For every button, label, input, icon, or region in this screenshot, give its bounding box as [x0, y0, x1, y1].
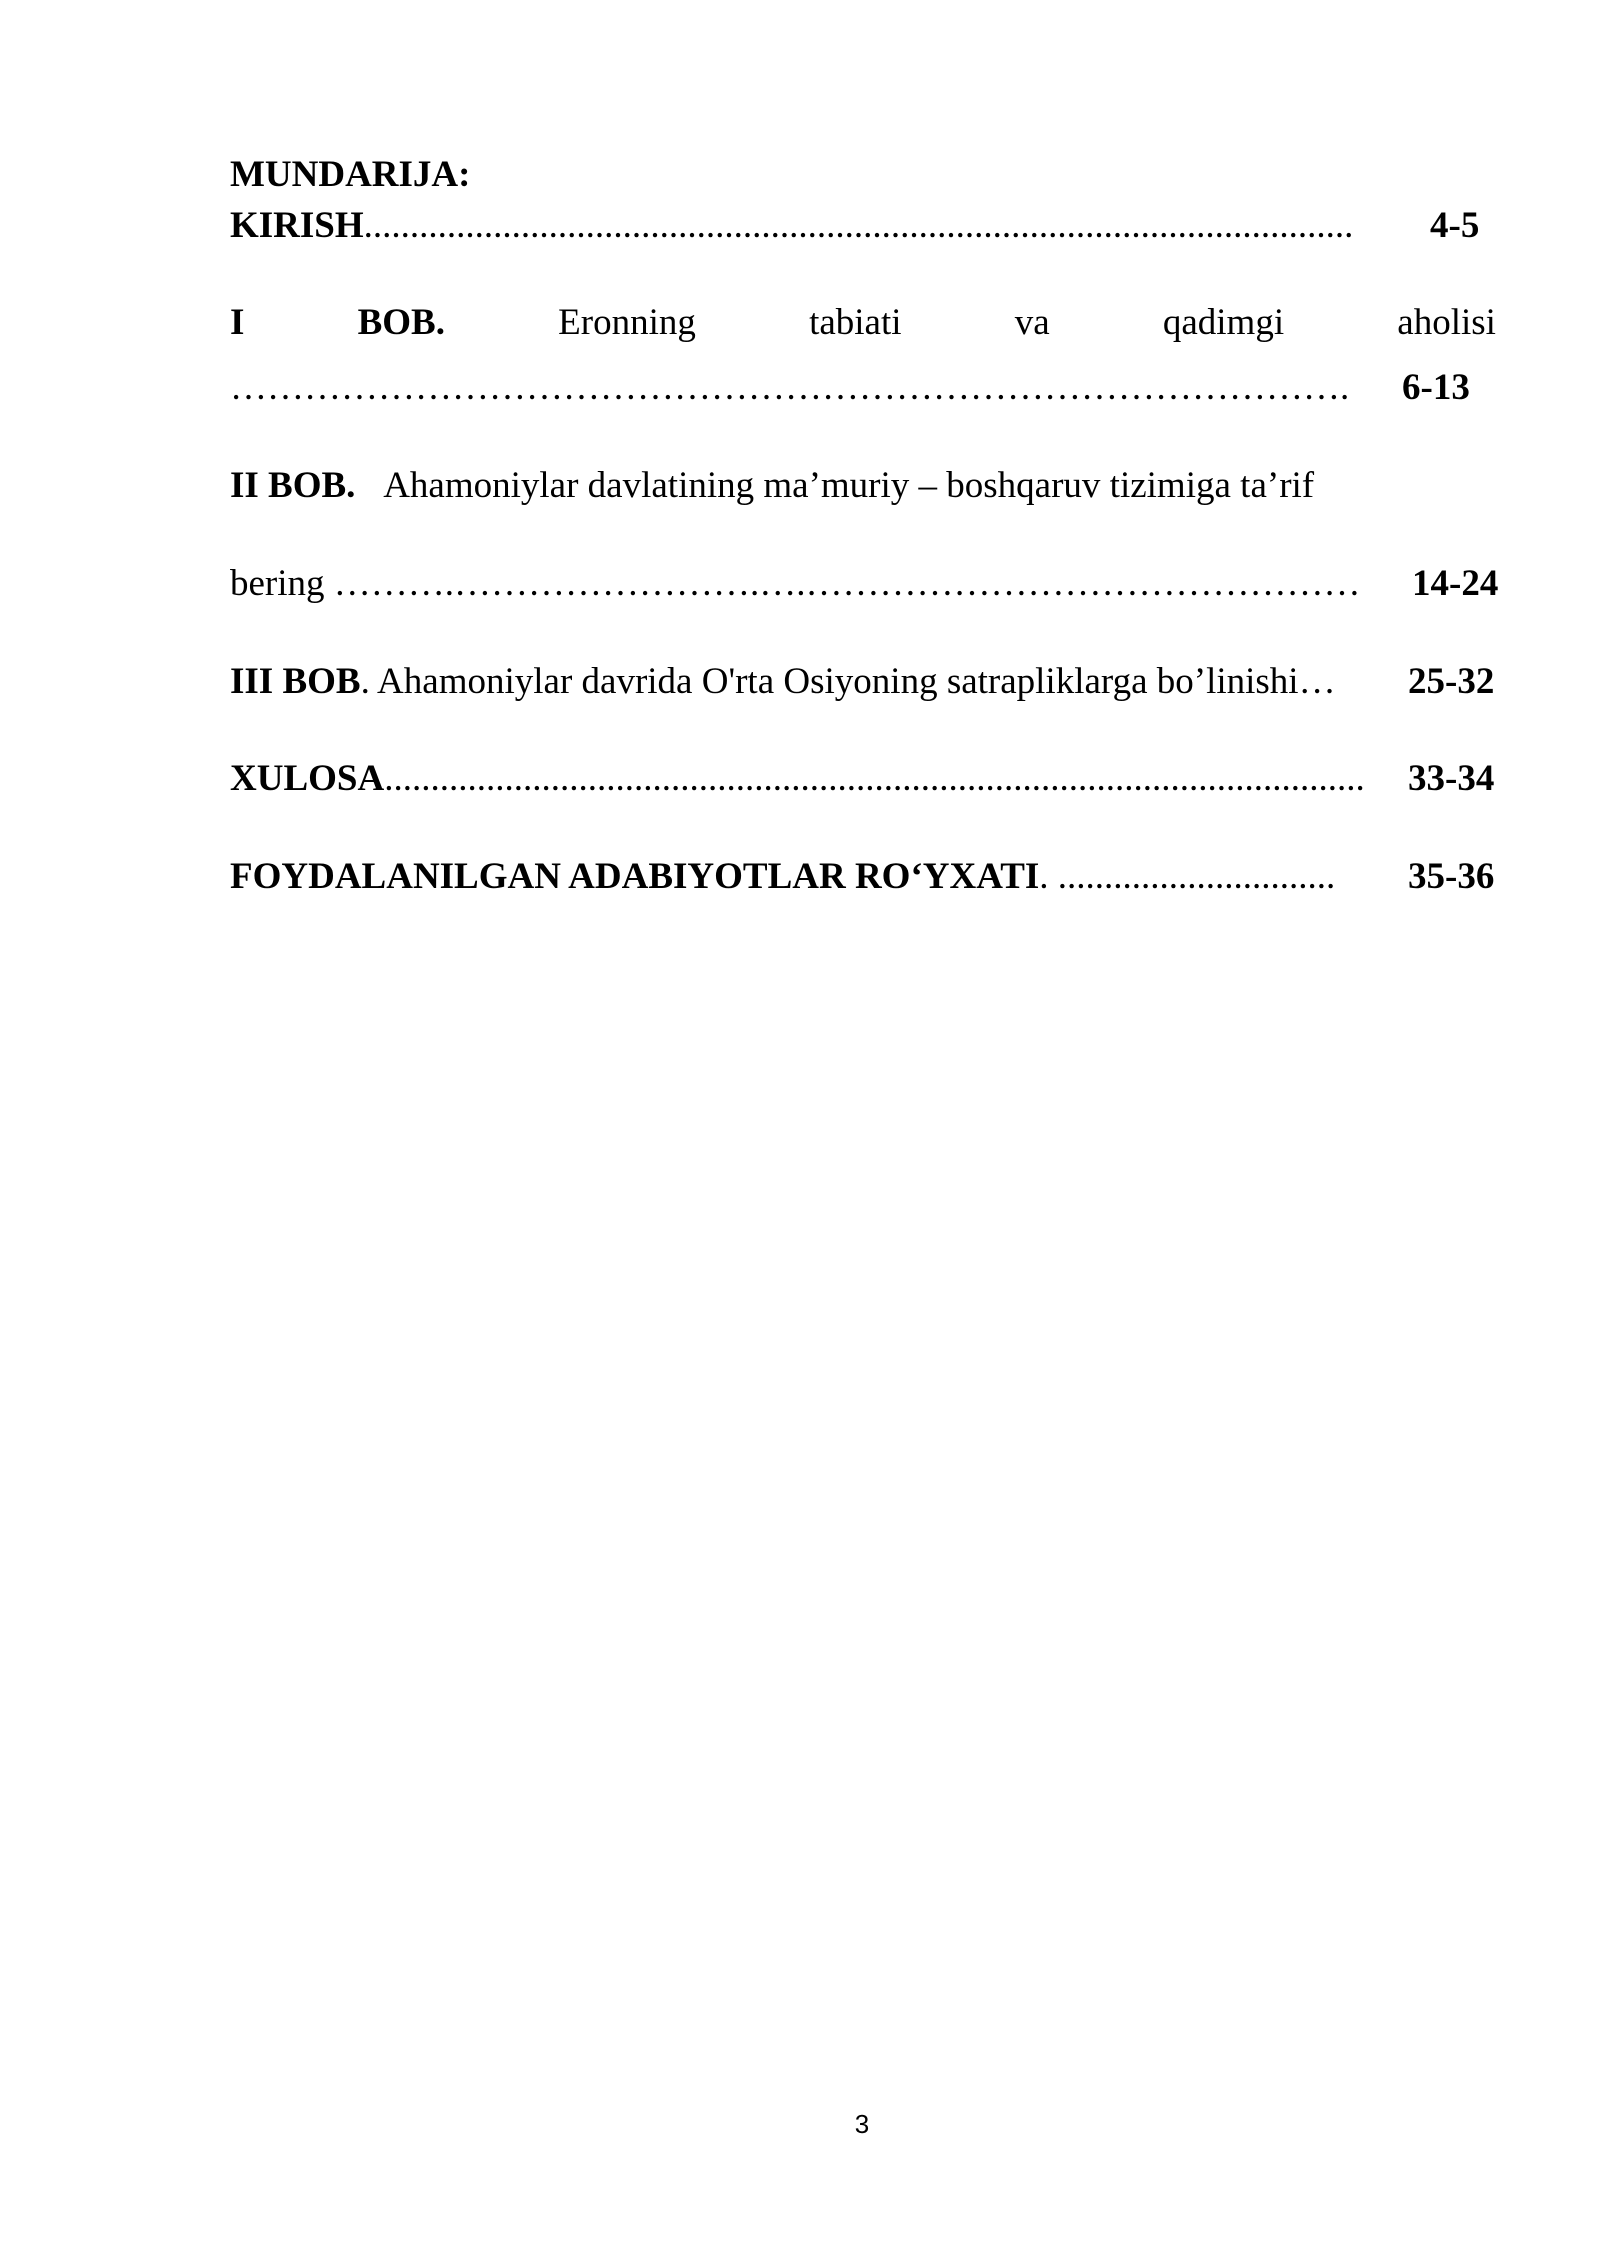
toc-entry-title: XULOSA [230, 758, 385, 799]
page-number: 3 [854, 2109, 870, 2139]
toc-entry-title-cont: bering [230, 563, 325, 604]
toc-entry-adabiyotlar [230, 855, 1365, 899]
toc-word: tabiati [809, 302, 902, 343]
toc-page-range: 25-32 [1408, 661, 1495, 702]
toc-word: va [1014, 302, 1050, 343]
toc-word: I [230, 302, 245, 343]
toc-entry-kirish [230, 204, 1390, 248]
toc-page-range: 35-36 [1408, 856, 1495, 897]
toc-entry-bob2-continued [230, 562, 1380, 606]
toc-heading: MUNDARIJA: [230, 154, 471, 195]
toc-word: qadimgi [1162, 302, 1285, 343]
toc-entry-bob1 [230, 301, 1496, 345]
toc-leader: .......................................................................................................... [384, 758, 1365, 799]
toc-entry-bob3 [230, 660, 1380, 704]
toc-entry-label: III BOB [230, 661, 361, 702]
toc-leader: ………………………………………………………………………………. [230, 367, 1350, 408]
toc-word: BOB. [357, 302, 445, 343]
toc-entry-title: FOYDALANILGAN ADABIYOTLAR RO‘YXATI [230, 856, 1040, 897]
toc-word: Eronning [558, 302, 696, 343]
toc-entry-title: . Ahamoniylar davrida O'rta Osiyoning satrapliklarga bo’linishi… [360, 661, 1336, 702]
toc-entry-bob2 [230, 464, 1314, 508]
toc-entry-title: Ahamoniylar davlatining ma’muriy – boshqaruv tizimiga ta’rif [383, 465, 1315, 506]
toc-page-range: 33-34 [1408, 758, 1495, 799]
toc-leader: ……….…………………….….……………………………………… [333, 563, 1361, 604]
toc-entry-label: II BOB. [230, 465, 356, 506]
toc-entry-xulosa [230, 757, 1368, 801]
toc-word: aholisi [1397, 302, 1496, 343]
toc-page-range: 6-13 [1402, 367, 1470, 408]
toc-leader: ........................................................................................................... [363, 205, 1354, 246]
toc-entry-title: KIRISH [230, 205, 364, 246]
toc-page-range: 4-5 [1430, 205, 1480, 246]
toc-page-range: 14-24 [1412, 563, 1499, 604]
toc-leader: . .............................. [1039, 856, 1336, 897]
